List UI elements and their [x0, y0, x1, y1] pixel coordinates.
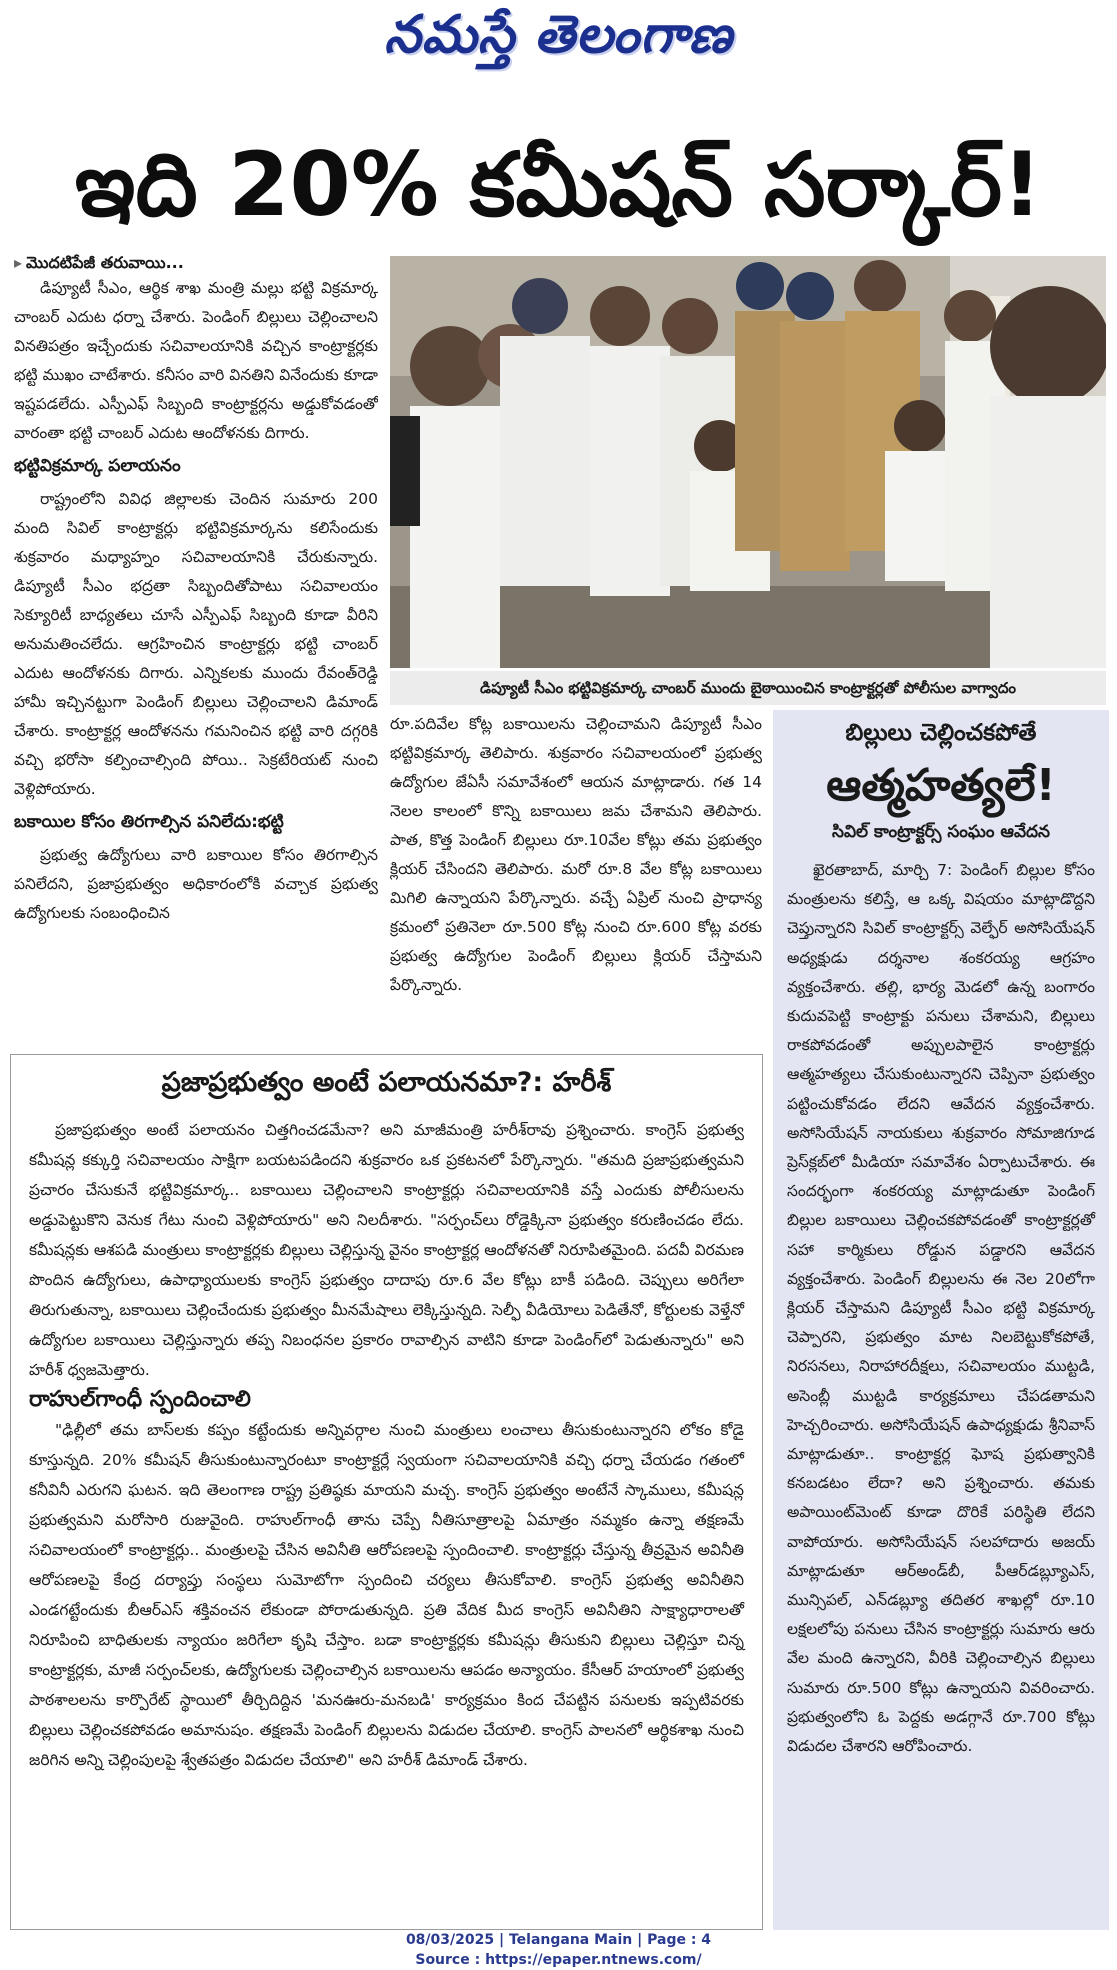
- boxed-article: [10, 1054, 763, 1930]
- chevron-right-icon: ▸: [14, 253, 23, 272]
- footer-source-link[interactable]: Source : https://epaper.ntnews.com/: [415, 1952, 702, 1968]
- sidebar-article: [773, 710, 1109, 1930]
- news-photo-image: [390, 256, 1106, 668]
- sidebar-kicker: బిల్లులు చెల్లించకపోతే: [845, 720, 1037, 746]
- page-footer: [0, 1930, 1117, 1970]
- continued-label: మొదటిపేజీ తరువాయి...: [26, 253, 184, 272]
- box-para-2: "ఢిల్లీలో తమ బాస్‌లకు కప్పం కట్టేందుకు అన్నివర్గాల నుంచి మంత్రులు లంచాలు తీసుకుంటున్నారని లోకం కోడై కూస్తున్నది. 20% కమీషన్ తీసుకుంటున్నారంటూ కాంట్రాక్టర్లే స్వయంగా సచివాలయానికి వచ్చి ధర్నా చేయడం గతంలో కనీవినీ ఎరుగని ఘటన. ఇది తెలంగాణ రాష్ట్ర ప్రతిష్ఠకు మాయని మచ్చ. కాంగ్రెస్ ప్రభుత్వం అంటేనే స్కాములు, కమీషన్ల ప్రభుత్వమని మరోసారి రుజువైంది. రాహుల్‌గాంధీ తాను చెప్పే నీతిసూత్రాలపై ఏమాత్రం నమ్మకం ఉన్నా తక్షణమే సచివాలయంలో కాంట్రాక్టర్లు.. మంత్రులపై చేసిన అవినీతి ఆరోపణలపై స్పందించాలి. కాంట్రాక్టర్లు చేస్తున్న తీవ్రమైన అవినీతి ఆరోపణలపై కేంద్ర దర్యాప్తు సంస్థలు సుమోటోగా స్పందించి చర్యలు తీసుకోవాలి. కాంగ్రెస్ ప్రభుత్వ అవినీతిని ఎండగట్టేందుకు బీఆర్‌ఎస్ శక్తివంచన లేకుండా పోరాడుతున్నది. ప్రతి వేదిక మీద కాంగ్రెస్ అవినీతిని సాక్ష్యాధారాలతో నిరూపించి బాధితులకు న్యాయం జరిగేలా కృషి చేస్తాం. బడా కాంట్రాక్టర్లకు కమీషన్లు తీసుకుని బిల్లులు చెల్లిస్తూ చిన్న కాంట్రాక్టర్లకు, మాజీ సర్పంచ్‌లకు, ఉద్యోగులకు చెల్లించాల్సిన బకాయిలను ఆపడం అన్యాయం. కేసీఆర్ హయాంలో ప్రభుత్వ పాఠశాలలను కార్పొరేట్ స్థాయిలో తీర్చిదిద్దిన 'మనఊరు-మనబడి' కార్యక్రమం కింద చేపట్టిన పనులకు ఇప్పటివరకు బిల్లులు చెల్లించకపోవడం అమానుషం. తక్షణమే పెండింగ్ బిల్లులను విడుదల చేయాలి. కాంగ్రెస్ పాలనలో ఆర్థికశాఖ నుంచి జరిగిన అన్ని చెల్లింపులపై శ్వేతపత్రం విడుదల చేయాలి" అని హరీశ్ డిమాండ్ చేశారు.: [29, 1421, 744, 1769]
- masthead: [0, 6, 1117, 76]
- footer-edition-line: 08/03/2025 | Telangana Main | Page : 4: [405, 1932, 712, 1948]
- masthead-logo: నమస్తే తెలంగాణ: [384, 4, 733, 65]
- headline-text: ఇది 20% కమీషన్ సర్కార్!: [74, 133, 1043, 236]
- left-subhead-1: భట్టివిక్రమార్క పలాయనం: [14, 456, 181, 476]
- page-headline: [10, 120, 1107, 250]
- middle-column: [390, 710, 762, 1050]
- left-para-1: డిప్యూటీ సీఎం, ఆర్థిక శాఖ మంత్రి మల్లు భట్టి విక్రమార్క చాంబర్ ఎదుట ధర్నా చేశారు. పెండింగ్ బిల్లులు చెల్లించాలని వినతిపత్రం ఇచ్చేందుకు సచివాలయానికి వచ్చిన కాంట్రాక్టర్లకు భట్టి ముఖం చాటేశారు. కనీసం వారి వినతిని వినేందుకు కూడా ఇష్టపడలేదు. ఎస్పీఎఫ్ సిబ్బంది కాంట్రాక్టర్లను అడ్డుకోవడంతో వారంతా భట్టి చాంబర్ ఎదుట ఆందోళనకు దిగారు.: [14, 279, 378, 442]
- news-photo: [390, 256, 1106, 668]
- photo-caption: డిప్యూటీ సీఎం భట్టివిక్రమార్క చాంబర్ ముందు బైఠాయించిన కాంట్రాక్టర్లతో పోలీసుల వాగ్వాదం: [390, 671, 1106, 705]
- left-para-2: రాష్ట్రంలోని వివిధ జిల్లాలకు చెందిన సుమారు 200 మంది సివిల్ కాంట్రాక్టర్లు భట్టివిక్రమార్కను కలిసేందుకు శుక్రవారం మధ్యాహ్నం సచివాలయానికి చేరుకున్నారు. డిప్యూటీ సీఎం భద్రతా సిబ్బందితోపాటు సచివాలయం సెక్యూరిటీ బాధ్యతలు చూసే ఎస్పీఎఫ్ సిబ్బంది కూడా వీరిని అనుమతించలేదు. ఆగ్రహించిన కాంట్రాక్టర్లు భట్టి చాంబర్ ఎదుట ఆందోళనకు దిగారు. ఎన్నికలకు ముందు రేవంత్‌రెడ్డి హామీ ఇచ్చినట్టుగా పెండింగ్ బిల్లులు చెల్లించాలని డిమాండ్ చేశారు. కాంట్రాక్టర్ల ఆందోళనను గమనించిన భట్టి వారి దగ్గరికి వచ్చి భరోసా కల్పించాల్సింది పోయి.. సెక్రటేరియట్ నుంచి వెళ్లిపోయారు.: [14, 490, 378, 798]
- continued-marker: [14, 252, 378, 274]
- box-text: [11, 1115, 762, 1775]
- sidebar-deck: సివిల్ కాంట్రాక్టర్స్ సంఘం ఆవేదన: [832, 822, 1050, 842]
- box-subhead: రాహుల్‌గాంధీ స్పందించాలి: [29, 1387, 251, 1412]
- box-para-1: ప్రజాప్రభుత్వం అంటే పలాయనం చిత్తగించడమేనా? అని మాజీమంత్రి హరీశ్‌రావు ప్రశ్నించారు. కాంగ్రెస్ ప్రభుత్వ కమీషన్ల కక్కుర్తి సచివాలయం సాక్షిగా బయటపడిందని శుక్రవారం ఒక ప్రకటనలో పేర్కొన్నారు. "తమది ప్రజాప్రభుత్వమని ప్రచారం చేసుకునే భట్టివిక్రమార్క.. బకాయిలు చెల్లించాలని కాంట్రాక్టర్లు సచివాలయానికి వస్తే ఎందుకు పోలీసులను అడ్డుపెట్టుకొని వెనుక గేటు నుంచి వెళ్లిపోయారు" అని నిలదీశారు. "సర్పంచ్‌లు రోడ్డెక్కినా ప్రభుత్వం కరుణించడం లేదు. కమీషన్లకు ఆశపడి మంత్రులు కాంట్రాక్టర్లకు బిల్లులు చెల్లిస్తున్న వైనం కాంట్రాక్టర్ల ఆందోళనతో నిరూపితమైంది. పదవీ విరమణ పొందిన ఉద్యోగులు, ఉపాధ్యాయులకు కాంగ్రెస్ ప్రభుత్వం దాదాపు రూ.6 వేల కోట్లు బాకీ పడింది. చెప్పులు అరిగేలా తిరుగుతున్నా, బకాయిలు చెల్లించేందుకు ప్రభుత్వం మీనమేషాలు లెక్కిస్తున్నది. సెల్ఫీ వీడియోలు పెడితేనో, కోర్టులకు వెళ్తేనో ఉద్యోగుల బకాయిలు చెల్లిస్తున్నారు తప్ప నిబంధనల ప్రకారం రావాల్సిన వాటిని కూడా పెండింగ్‌లో పెడుతున్నారు" అని హరీశ్ ధ్వజమెత్తారు.: [29, 1121, 744, 1379]
- left-subhead-2: బకాయిల కోసం తిరగాల్సిన పనిలేదు:భట్టి: [14, 812, 284, 832]
- middle-para: రూ.పదివేల కోట్ల బకాయిలను చెల్లించామని డిప్యూటీ సీఎం భట్టివిక్రమార్క తెలిపారు. శుక్రవారం సచివాలయంలో ప్రభుత్వ ఉద్యోగుల జేఏసీ సమావేశంలో ఆయన మాట్లాడారు. గత 14 నెలల కాలంలో కొన్ని బకాయిలు జమ చేశామని తెలిపారు. పాత, కొత్త పెండింగ్ బిల్లులు రూ.10వేల కోట్లు తమ ప్రభుత్వం క్లియర్ చేసిందని తెలిపారు. మరో రూ.8 వేల కోట్ల బకాయిలు మిగిలి ఉన్నాయని పేర్కొన్నారు. వచ్చే ఏప్రిల్ నుంచి ప్రాధాన్య క్రమంలో ప్రతినెలా రూ.500 కోట్ల నుంచి రూ.600 కోట్ల వరకు ప్రభుత్వ ఉద్యోగుల పెండింగ్ బిల్లులు క్లియర్ చేస్తామని పేర్కొన్నారు.: [390, 715, 762, 994]
- left-para-3: ప్రభుత్వ ఉద్యోగులు వారి బకాయిల కోసం తిరగాల్సిన పనిలేదని, ప్రజాప్రభుత్వం అధికారంలోకి వచ్చాక ప్రభుత్వ ఉద్యోగులకు సంబంధించిన: [14, 846, 378, 922]
- box-title: ప్రజాప్రభుత్వం అంటే పలాయనమా?: హరీశ్: [161, 1067, 612, 1098]
- sidebar-headline: ఆత్మహత్యలే!: [826, 760, 1056, 811]
- left-column: [14, 252, 378, 1052]
- sidebar-body: ఖైరతాబాద్, మార్చి 7: పెండింగ్ బిల్లుల కోసం మంత్రులను కలిస్తే, ఆ ఒక్క విషయం మాట్లాడొద్దని చెప్తున్నారని సివిల్ కాంట్రాక్టర్స్ వెల్ఫేర్ అసోసియేషన్ అధ్యక్షుడు దర్శనాల శంకరయ్య ఆగ్రహం వ్యక్తంచేశారు. తల్లి, భార్య మెడలో ఉన్న బంగారం కుదువపెట్టి కాంట్రాక్టు పనులు చేశామని, బిల్లులు రాకపోవడంతో అప్పులపాలైన కాంట్రాక్టర్లు ఆత్మహత్యలు చేసుకుంటున్నారని చెప్పినా ప్రభుత్వం పట్టించుకోవడం లేదని ఆవేదన వ్యక్తంచేశారు. అసోసియేషన్ నాయకులు శుక్రవారం సోమాజిగూడ ప్రెస్‌క్లబ్‌లో మీడియా సమావేశం ఏర్పాటుచేశారు. ఈ సందర్భంగా శంకరయ్య మాట్లాడుతూ పెండింగ్ బిల్లుల బకాయిలు చెల్లించకపోవడంతో కాంట్రాక్టర్లతో సహా కార్మికులు రోడ్డున పడ్డారని ఆవేదన వ్యక్తంచేశారు. పెండింగ్ బిల్లులను ఈ నెల 20లోగా క్లియర్ చేస్తామని డిప్యూటీ సీఎం భట్టి విక్రమార్క చెప్పారని, ప్రభుత్వం మాట నిలబెట్టుకోకపోతే, నిరసనలు, నిరాహారదీక్షలు, సచివాలయం ముట్టడి, అసెంబ్లీ ముట్టడి కార్యక్రమాలు చేపడతామని హెచ్చరించారు. అసోసియేషన్ ఉపాధ్యక్షుడు శ్రీనివాస్ మాట్లాడుతూ.. కాంట్రాక్టర్ల ఘోష ప్రభుత్వానికి కనబడటం లేదా? అని ప్రశ్నించారు. తమకు అపాయింట్‌మెంట్ కూడా దొరికే పరిస్థితి లేదని వాపోయారు. అసోసియేషన్ సలహాదారు అజయ్ మాట్లాడుతూ ఆర్‌అండ్‌బీ, పీఆర్‌డబ్ల్యూఎస్, మున్సిపల్, ఎన్‌డబ్ల్యూ తదితర శాఖల్లో రూ.10 లక్షలలోపు పనులు చేసిన కాంట్రాక్టర్లు సుమారు ఆరు వేల మంది ఉన్నారని, వీరికి చెల్లించాల్సిన బిల్లులు సుమారు రూ.500 కోట్లు ఉన్నాయని వివరించారు. ప్రభుత్వంలోని ఓ పెద్దకు అడగ్గానే రూ.700 కోట్లు విడుదల చేశారని ఆరోపించారు.: [787, 861, 1095, 1756]
